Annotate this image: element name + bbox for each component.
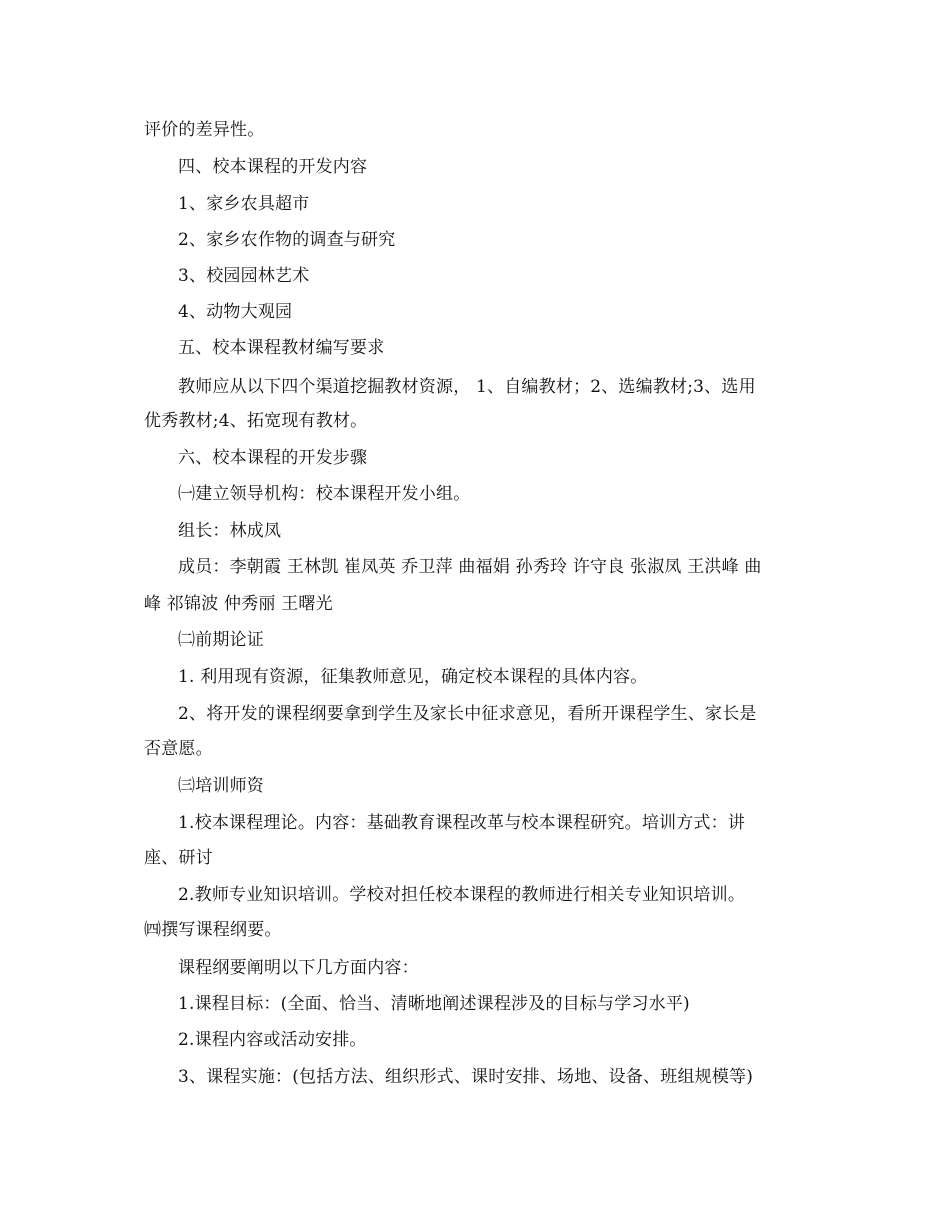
text-line: 组长：林成凤 — [178, 521, 282, 541]
subsection-heading: ㈡前期论证 — [178, 630, 264, 650]
subsection-heading: ㈣撰写课程纲要。 — [144, 920, 282, 940]
list-item: 2、家乡农作物的调查与研究 — [178, 230, 396, 250]
section-heading: 六、校本课程的开发步骤 — [178, 448, 368, 468]
list-item: 2、将开发的课程纲要拿到学生及家长中征求意见，看所开课程学生、家长是 — [178, 704, 757, 724]
list-item: 1.课程目标：(全面、恰当、清晰地阐述课程涉及的目标与学习水平) — [178, 994, 690, 1014]
text-line: 教师应从以下四个渠道挖掘教材资源， 1、自编教材；2、选编教材;3、选用 — [178, 377, 756, 397]
text-line: 课程纲要阐明以下几方面内容： — [178, 958, 419, 978]
text-line: 峰 祁锦波 仲秀丽 王曙光 — [144, 594, 333, 614]
list-item: 3、课程实施：(包括方法、组织形式、课时安排、场地、设备、班组规模等) — [178, 1067, 754, 1087]
list-item: 1.校本课程理论。内容：基础教育课程改革与校本课程研究。培训方式：讲 — [178, 813, 746, 833]
section-heading: 四、校本课程的开发内容 — [178, 157, 368, 177]
list-item: 3、校园园林艺术 — [178, 266, 310, 286]
text-line: 否意愿。 — [144, 739, 213, 759]
text-line: 优秀教材;4、拓宽现有教材。 — [144, 411, 368, 431]
subsection-heading: ㈠建立领导机构：校本课程开发小组。 — [178, 484, 471, 504]
list-item: 1. 利用现有资源，征集教师意见，确定校本课程的具体内容。 — [178, 667, 648, 687]
text-line: 评价的差异性。 — [144, 120, 265, 140]
list-item: 1、家乡农具超市 — [178, 194, 310, 214]
subsection-heading: ㈢培训师资 — [178, 776, 264, 796]
list-item: 2.课程内容或活动安排。 — [178, 1030, 367, 1050]
section-heading: 五、校本课程教材编写要求 — [178, 338, 385, 358]
list-item: 4、动物大观园 — [178, 302, 293, 322]
list-item: 2.教师专业知识培训。学校对担任校本课程的教师进行相关专业知识培训。 — [178, 885, 746, 905]
text-line: 成员：李朝霞 王林凯 崔凤英 乔卫萍 曲福娟 孙秀玲 许守良 张淑凤 王洪峰 曲 — [178, 557, 762, 577]
text-line: 座、研讨 — [144, 848, 213, 868]
